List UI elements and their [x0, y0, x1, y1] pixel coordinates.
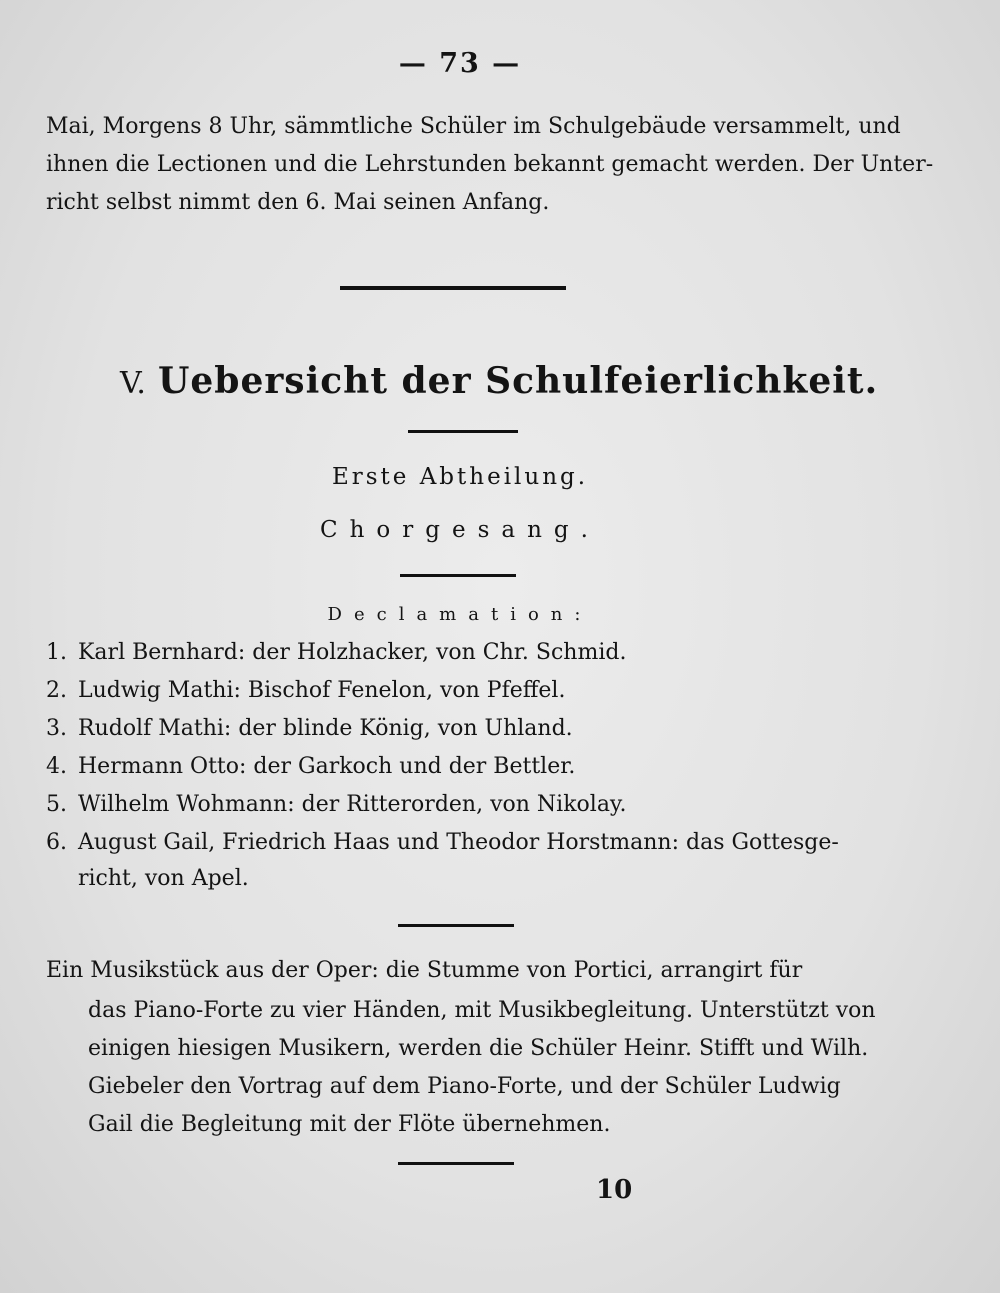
list-item — [46, 752, 575, 782]
list-item-number: 2. — [46, 678, 67, 703]
list-item — [46, 714, 573, 744]
music-line-1: Ein Musikstück aus der Oper: die Stumme von Portici, arrangirt für — [46, 958, 803, 983]
list-item-continuation — [78, 864, 249, 894]
declamation-label: Declamation: — [327, 604, 593, 625]
intro-line-2: ihnen die Lectionen und die Lehrstunden bekannt gemacht werden. Der Unter- — [46, 152, 934, 177]
heading-divider — [408, 430, 518, 433]
chorgesang-divider — [400, 574, 516, 577]
list-item — [46, 676, 565, 706]
intro-line-1: Mai, Morgens 8 Uhr, sämmtliche Schüler im Schulgebäude versammelt, und — [46, 114, 901, 139]
list-item-number: 5. — [46, 792, 67, 817]
list-item — [46, 828, 839, 858]
list-item-text: richt, von Apel. — [78, 866, 249, 891]
list-item-text: August Gail, Friedrich Haas und Theodor Horstmann: das Gottesge- — [78, 830, 839, 855]
list-item — [46, 790, 626, 820]
list-item — [46, 638, 626, 668]
list-item-text: Karl Bernhard: der Holzhacker, von Chr. Schmid. — [78, 640, 627, 665]
section-number: V. — [120, 366, 146, 401]
bottom-divider — [398, 1162, 514, 1165]
page-number: — 73 — — [398, 48, 522, 79]
music-line-2: das Piano-Forte zu vier Händen, mit Musikbegleitung. Unterstützt von — [88, 998, 876, 1023]
intro-line-3: richt selbst nimmt den 6. Mai seinen Anfang. — [46, 190, 550, 215]
list-item-text: Ludwig Mathi: Bischof Fenelon, von Pfeffel. — [78, 678, 566, 703]
section-title: Uebersicht der Schulfeierlichkeit. — [157, 360, 879, 402]
music-line-5: Gail die Begleitung mit der Flöte übernehmen. — [88, 1112, 611, 1137]
music-line-4: Giebeler den Vortrag auf dem Piano-Forte, und der Schüler Ludwig — [88, 1074, 841, 1099]
music-line-3: einigen hiesigen Musikern, werden die Schüler Heinr. Stifft und Wilh. — [88, 1036, 869, 1061]
list-item-number: 4. — [46, 754, 67, 779]
list-item-number: 3. — [46, 716, 67, 741]
list-item-number: 1. — [46, 640, 67, 665]
list-item-number: 6. — [46, 830, 67, 855]
part-title: Erste Abtheilung. — [331, 464, 589, 490]
list-item-text: Hermann Otto: der Garkoch und der Bettler. — [78, 754, 576, 779]
list-divider — [398, 924, 514, 927]
list-item-text: Rudolf Mathi: der blinde König, von Uhland. — [78, 716, 573, 741]
section-divider — [340, 286, 566, 290]
chorgesang-label: Chorgesang. — [320, 517, 600, 543]
section-heading — [120, 358, 879, 407]
signature-mark: 10 — [596, 1175, 633, 1205]
list-item-text: Wilhelm Wohmann: der Ritterorden, von Nikolay. — [78, 792, 627, 817]
